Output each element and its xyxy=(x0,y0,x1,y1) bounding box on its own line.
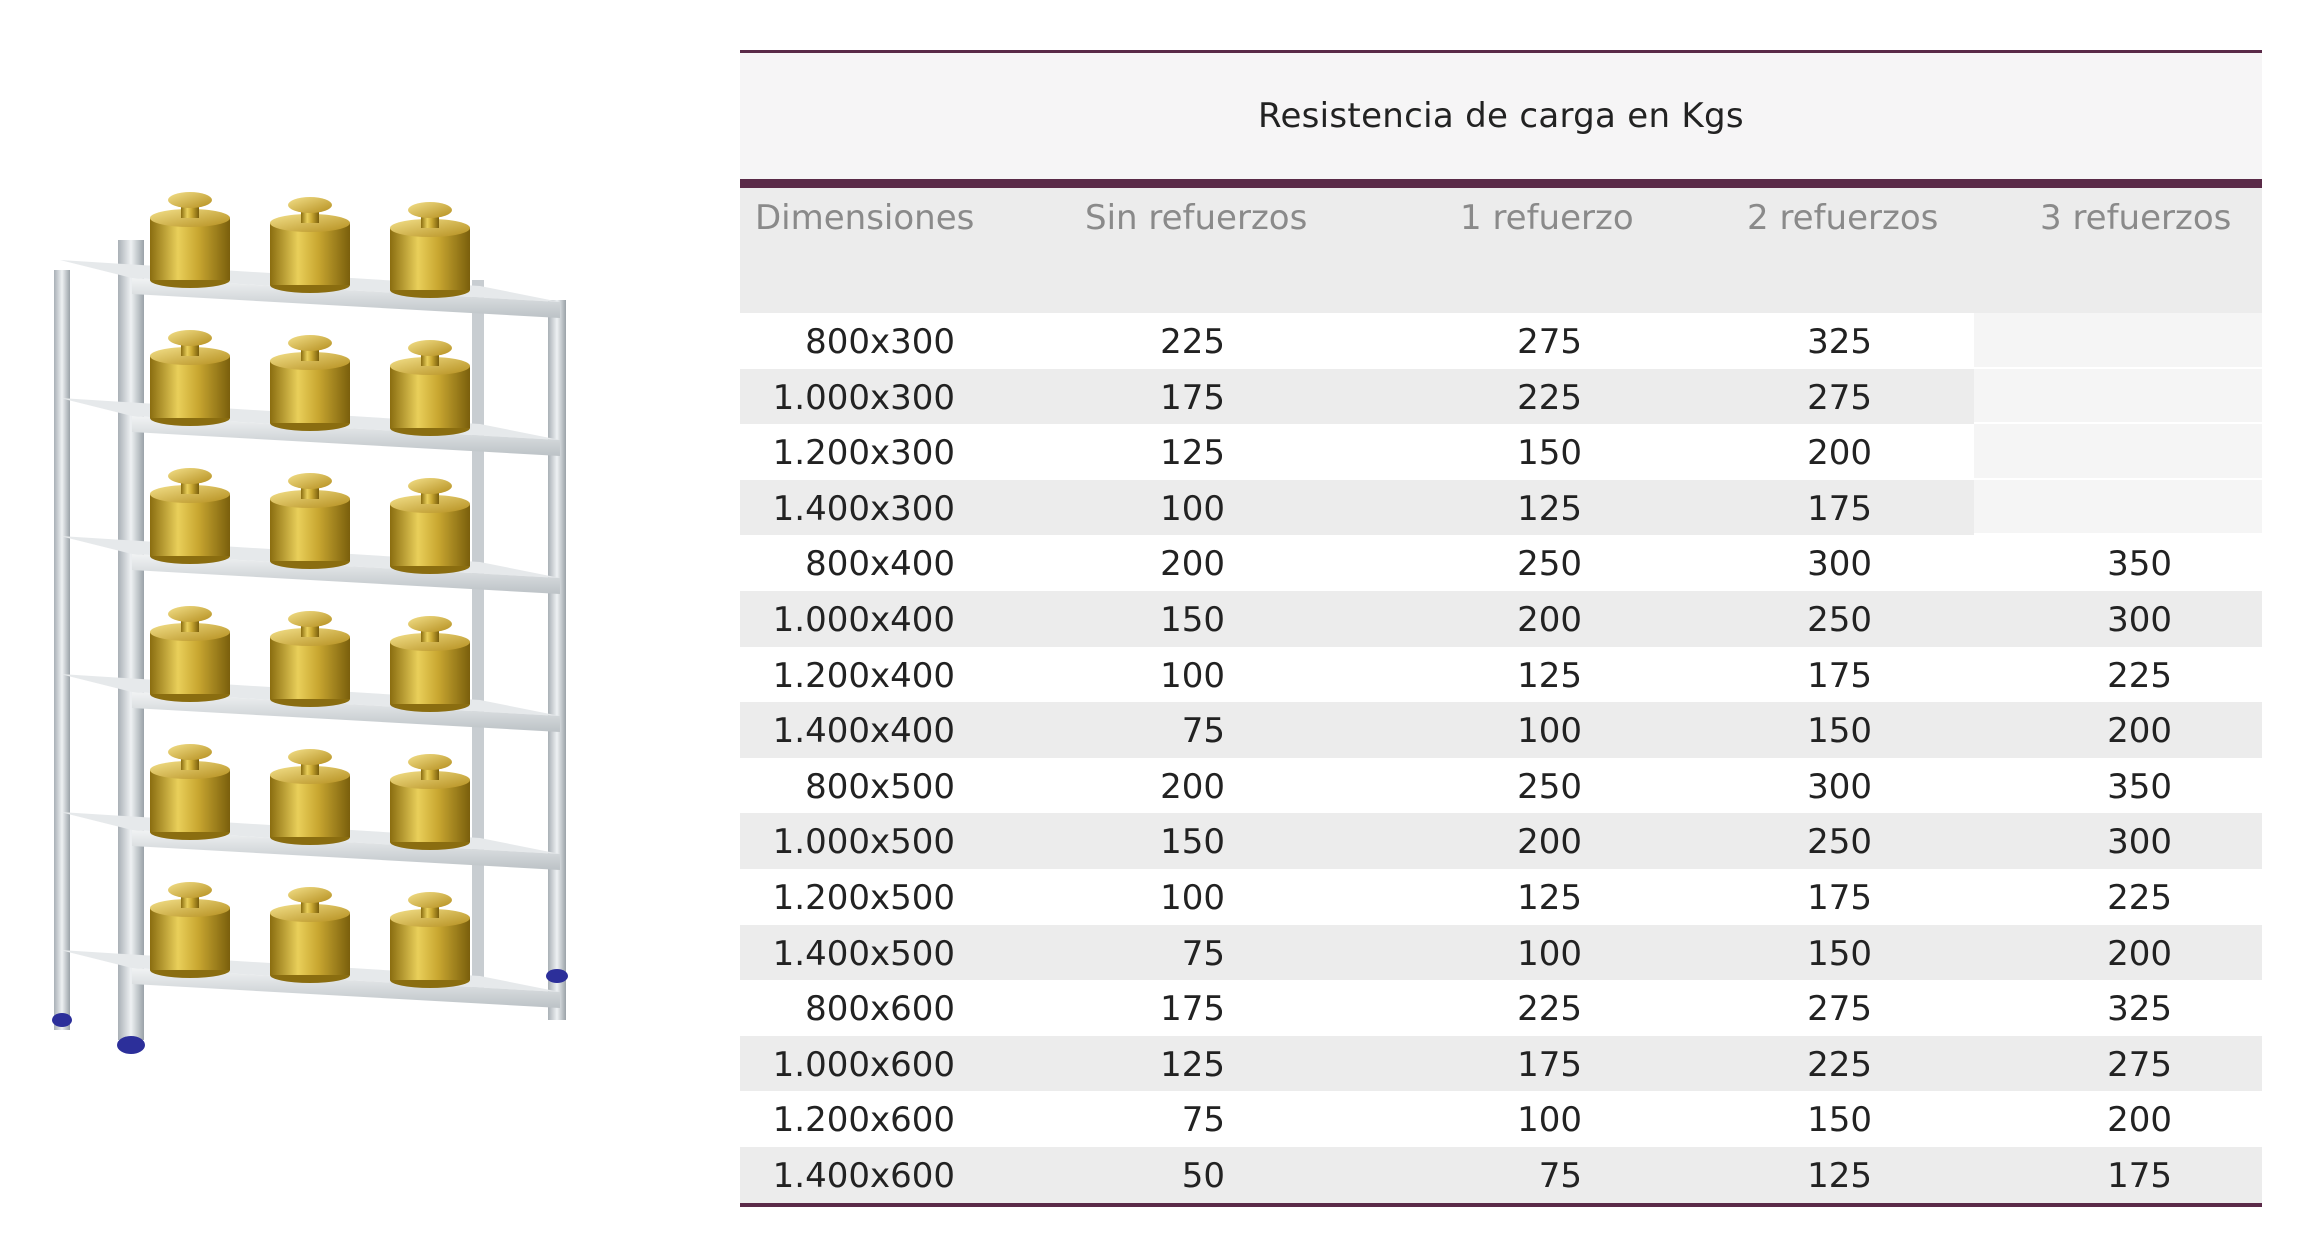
shelf-post-back-left xyxy=(54,270,70,1030)
table-row xyxy=(740,424,2262,480)
table-cell-load: 100 xyxy=(1160,877,1225,918)
caster-back-left xyxy=(52,1013,72,1027)
brass-weight xyxy=(270,197,350,293)
table-cell-dimension: 1.200x400 xyxy=(772,655,955,696)
table-cell-load: 200 xyxy=(1160,766,1225,807)
brass-weight xyxy=(270,335,350,431)
table-cell-load: 50 xyxy=(1181,1155,1225,1196)
weight-body xyxy=(270,913,350,975)
brass-weight xyxy=(150,744,230,840)
table-cell-load: 300 xyxy=(1807,544,1872,585)
table-cell-load xyxy=(740,424,2172,480)
table-cell-load: 225 xyxy=(1807,1044,1872,1085)
weight-body xyxy=(390,366,470,428)
table-cell-load: 125 xyxy=(1160,1044,1225,1085)
shelf-post-right xyxy=(548,300,566,1020)
table-cell-load: 150 xyxy=(1160,599,1225,640)
brass-weight xyxy=(390,892,470,988)
table-row xyxy=(740,869,2262,925)
column-header-no-reinforcement: Sin refuerzos xyxy=(1085,198,1308,238)
table-cell-load: 150 xyxy=(1807,933,1872,974)
brass-weight xyxy=(390,202,470,298)
brass-weight xyxy=(390,478,470,574)
weight-body xyxy=(390,228,470,290)
table-cell-load: 150 xyxy=(1807,1100,1872,1141)
table-body xyxy=(740,313,2262,1203)
table-cell-load: 250 xyxy=(1517,544,1582,585)
column-header-two-reinforcements: 2 refuerzos xyxy=(1747,198,1939,238)
table-row xyxy=(740,313,2262,369)
table-cell-dimension: 1.400x600 xyxy=(772,1155,955,1196)
weight-body xyxy=(270,223,350,285)
weight-body xyxy=(390,780,470,842)
load-capacity-table xyxy=(740,50,2262,1207)
table-cell-load: 325 xyxy=(1807,322,1872,362)
table-cell-dimension: 1.400x400 xyxy=(772,711,955,752)
table-cell-load: 325 xyxy=(2107,989,2172,1030)
table-cell-dimension: 1.200x300 xyxy=(772,433,955,474)
table-row xyxy=(740,535,2262,591)
weight-knob xyxy=(168,882,212,898)
table-cell-load: 225 xyxy=(1160,322,1225,362)
table-cell-load: 225 xyxy=(2107,655,2172,696)
caster-right xyxy=(546,969,568,983)
table-cell-load: 225 xyxy=(2107,877,2172,918)
table-cell-load: 75 xyxy=(1181,1100,1225,1141)
brass-weight xyxy=(150,330,230,426)
weight-knob xyxy=(288,611,332,627)
table-row xyxy=(740,925,2262,981)
table-header-row xyxy=(740,188,2262,313)
table-cell-load: 175 xyxy=(1160,989,1225,1030)
brass-weight xyxy=(390,340,470,436)
weight-knob xyxy=(168,468,212,484)
table-row xyxy=(740,1147,2262,1203)
table-cell-load: 150 xyxy=(1517,433,1582,474)
table-cell-load xyxy=(740,480,2172,536)
table-cell-load: 100 xyxy=(1517,933,1582,974)
weight-knob xyxy=(168,192,212,208)
table-cell-dimension: 800x300 xyxy=(805,322,955,362)
weight-body xyxy=(150,770,230,832)
table-cell-load: 175 xyxy=(1160,377,1225,418)
caster-front-left xyxy=(117,1036,145,1054)
weight-knob xyxy=(408,616,452,632)
weight-body xyxy=(270,775,350,837)
shelving-unit-illustration xyxy=(40,150,600,1090)
table-cell-load: 200 xyxy=(1807,433,1872,474)
weight-knob xyxy=(408,754,452,770)
weight-knob xyxy=(288,473,332,489)
table-cell-dimension: 800x600 xyxy=(805,989,955,1030)
weight-knob xyxy=(168,744,212,760)
brass-weight xyxy=(150,882,230,978)
weight-knob xyxy=(168,330,212,346)
brass-weight xyxy=(270,473,350,569)
table-cell-load: 250 xyxy=(1517,766,1582,807)
table-cell-load: 350 xyxy=(2107,766,2172,807)
weight-knob xyxy=(288,887,332,903)
shelf-post-front-left xyxy=(118,240,144,1040)
table-bottom-rule xyxy=(740,1203,2262,1207)
weight-body xyxy=(150,632,230,694)
table-cell-load: 350 xyxy=(2107,544,2172,585)
table-cell-load: 250 xyxy=(1807,599,1872,640)
table-cell-load: 300 xyxy=(2107,822,2172,863)
table-cell-load: 100 xyxy=(1517,711,1582,752)
weight-body xyxy=(390,642,470,704)
table-cell-load: 300 xyxy=(1807,766,1872,807)
weight-body xyxy=(150,494,230,556)
table-cell-load: 175 xyxy=(1517,1044,1582,1085)
brass-weight xyxy=(150,468,230,564)
weight-body xyxy=(270,499,350,561)
brass-weight xyxy=(390,616,470,712)
weight-body xyxy=(150,218,230,280)
table-cell-load: 200 xyxy=(2107,933,2172,974)
table-cell-load: 275 xyxy=(2107,1044,2172,1085)
shelf-post-back-right xyxy=(472,280,484,1000)
table-cell-load: 125 xyxy=(1517,877,1582,918)
table-cell-load: 275 xyxy=(1517,322,1582,362)
table-cell-load: 200 xyxy=(1160,544,1225,585)
table-cell-load: 175 xyxy=(2107,1155,2172,1196)
table-header-rule xyxy=(740,179,2262,188)
column-header-one-reinforcement: 1 refuerzo xyxy=(1460,198,1634,238)
table-cell-dimension: 1.000x400 xyxy=(772,599,955,640)
table-cell-load: 125 xyxy=(1807,1155,1872,1196)
table-cell-load: 125 xyxy=(1517,655,1582,696)
table-title: Resistencia de carga en Kgs xyxy=(1258,96,1744,136)
weight-knob xyxy=(408,478,452,494)
column-header-three-reinforcements: 3 refuerzos xyxy=(2040,198,2232,238)
table-cell-load: 200 xyxy=(2107,711,2172,752)
table-row xyxy=(740,980,2262,1036)
table-cell-load: 200 xyxy=(1517,599,1582,640)
table-cell-load: 75 xyxy=(1181,711,1225,752)
table-cell-load xyxy=(740,313,2172,369)
shelving-unit-drawing xyxy=(40,150,600,1090)
table-cell-load: 175 xyxy=(1807,488,1872,529)
table-cell-load: 175 xyxy=(1807,877,1872,918)
table-cell-load: 225 xyxy=(1517,377,1582,418)
table-cell-load: 100 xyxy=(1160,488,1225,529)
table-row xyxy=(740,758,2262,814)
table-cell-load: 100 xyxy=(1160,655,1225,696)
weight-body xyxy=(150,908,230,970)
brass-weight xyxy=(150,192,230,288)
weight-body xyxy=(150,356,230,418)
weight-body xyxy=(390,918,470,980)
table-cell-dimension: 1.200x500 xyxy=(772,877,955,918)
table-cell-dimension: 1.400x300 xyxy=(772,488,955,529)
column-header-dimensions: Dimensiones xyxy=(755,198,975,238)
table-cell-load: 200 xyxy=(1517,822,1582,863)
table-cell-load: 175 xyxy=(1807,655,1872,696)
table-cell-load: 300 xyxy=(2107,599,2172,640)
table-cell-load: 100 xyxy=(1517,1100,1582,1141)
table-row xyxy=(740,1036,2262,1092)
weight-body xyxy=(390,504,470,566)
table-cell-load: 150 xyxy=(1160,822,1225,863)
weight-knob xyxy=(408,892,452,908)
brass-weight xyxy=(270,887,350,983)
table-cell-dimension: 1.000x600 xyxy=(772,1044,955,1085)
table-cell-dimension: 800x500 xyxy=(805,766,955,807)
table-row xyxy=(740,369,2262,425)
brass-weight xyxy=(270,611,350,707)
table-row xyxy=(740,591,2262,647)
table-cell-load: 75 xyxy=(1538,1155,1582,1196)
table-cell-load: 225 xyxy=(1517,989,1582,1030)
table-cell-load: 200 xyxy=(2107,1100,2172,1141)
brass-weight xyxy=(270,749,350,845)
table-cell-dimension: 1.000x300 xyxy=(772,377,955,418)
table-cell-dimension: 1.200x600 xyxy=(772,1100,955,1141)
table-cell-load: 250 xyxy=(1807,822,1872,863)
table-cell-load: 275 xyxy=(1807,989,1872,1030)
table-row xyxy=(740,702,2262,758)
weight-knob xyxy=(408,202,452,218)
table-cell-load: 75 xyxy=(1181,933,1225,974)
weight-body xyxy=(270,361,350,423)
table-cell-load: 150 xyxy=(1807,711,1872,752)
weight-body xyxy=(270,637,350,699)
brass-weight xyxy=(150,606,230,702)
table-title-band xyxy=(740,53,2262,179)
table-row xyxy=(740,813,2262,869)
weight-knob xyxy=(168,606,212,622)
weight-knob xyxy=(288,335,332,351)
table-cell-load: 125 xyxy=(1160,433,1225,474)
brass-weight xyxy=(390,754,470,850)
table-row xyxy=(740,1091,2262,1147)
table-cell-dimension: 1.000x500 xyxy=(772,822,955,863)
weight-knob xyxy=(408,340,452,356)
table-cell-dimension: 1.400x500 xyxy=(772,933,955,974)
weight-knob xyxy=(288,197,332,213)
table-cell-load: 125 xyxy=(1517,488,1582,529)
table-cell-load: 275 xyxy=(1807,377,1872,418)
weight-knob xyxy=(288,749,332,765)
table-cell-load xyxy=(740,369,2172,425)
table-row xyxy=(740,480,2262,536)
table-row xyxy=(740,647,2262,703)
table-cell-dimension: 800x400 xyxy=(805,544,955,585)
